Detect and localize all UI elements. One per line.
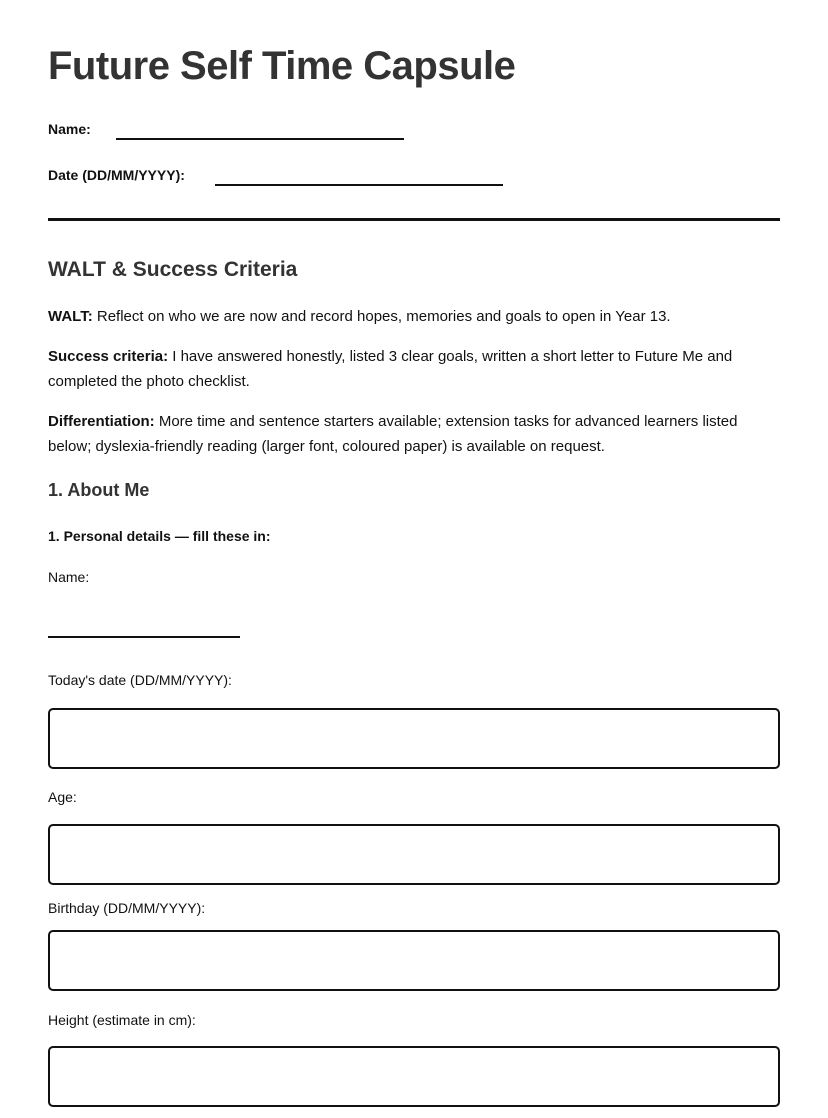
header-divider (48, 218, 780, 221)
walt-text: Reflect on who we are now and record hopes, memories and goals to open in Year 13. (92, 308, 671, 325)
header-date-label: Date (DD/MM/YYYY): (48, 167, 185, 183)
height-label: Height (estimate in cm): (48, 1012, 196, 1028)
todays-date-label: Today's date (DD/MM/YYYY): (48, 672, 232, 688)
success-criteria-paragraph (48, 344, 780, 394)
walt-label: WALT: (48, 308, 93, 325)
age-input[interactable] (48, 824, 780, 885)
success-criteria-label: Success criteria: (48, 348, 169, 365)
differentiation-label: Differentiation: (48, 413, 155, 430)
header-name-blank[interactable] (116, 138, 404, 140)
header-name-label: Name: (48, 121, 91, 137)
todays-date-input[interactable] (48, 708, 780, 769)
header-date-row (48, 160, 503, 184)
differentiation-text: More time and sentence starters available; extension tasks for advanced learners listed below; dyslexia-friendly reading (larger font, coloured paper) is available on request. (48, 413, 738, 455)
name-field-label: Name: (48, 569, 90, 585)
header-date-blank[interactable] (215, 184, 503, 186)
age-label: Age: (48, 789, 77, 805)
birthday-input[interactable] (48, 930, 780, 991)
height-input[interactable] (48, 1046, 780, 1107)
differentiation-paragraph (48, 409, 780, 459)
walt-heading: WALT & Success Criteria (48, 258, 298, 281)
header-name-row (48, 114, 404, 138)
worksheet-title: Future Self Time Capsule (48, 44, 516, 88)
walt-paragraph (48, 304, 780, 329)
personal-details-subheading: 1. Personal details — fill these in: (48, 528, 271, 544)
name-field-line[interactable] (48, 636, 240, 638)
success-criteria-text: I have answered honestly, listed 3 clear goals, written a short letter to Future Me and completed the photo checklist. (48, 348, 733, 390)
about-me-heading: 1. About Me (48, 480, 150, 500)
birthday-label: Birthday (DD/MM/YYYY): (48, 900, 206, 916)
